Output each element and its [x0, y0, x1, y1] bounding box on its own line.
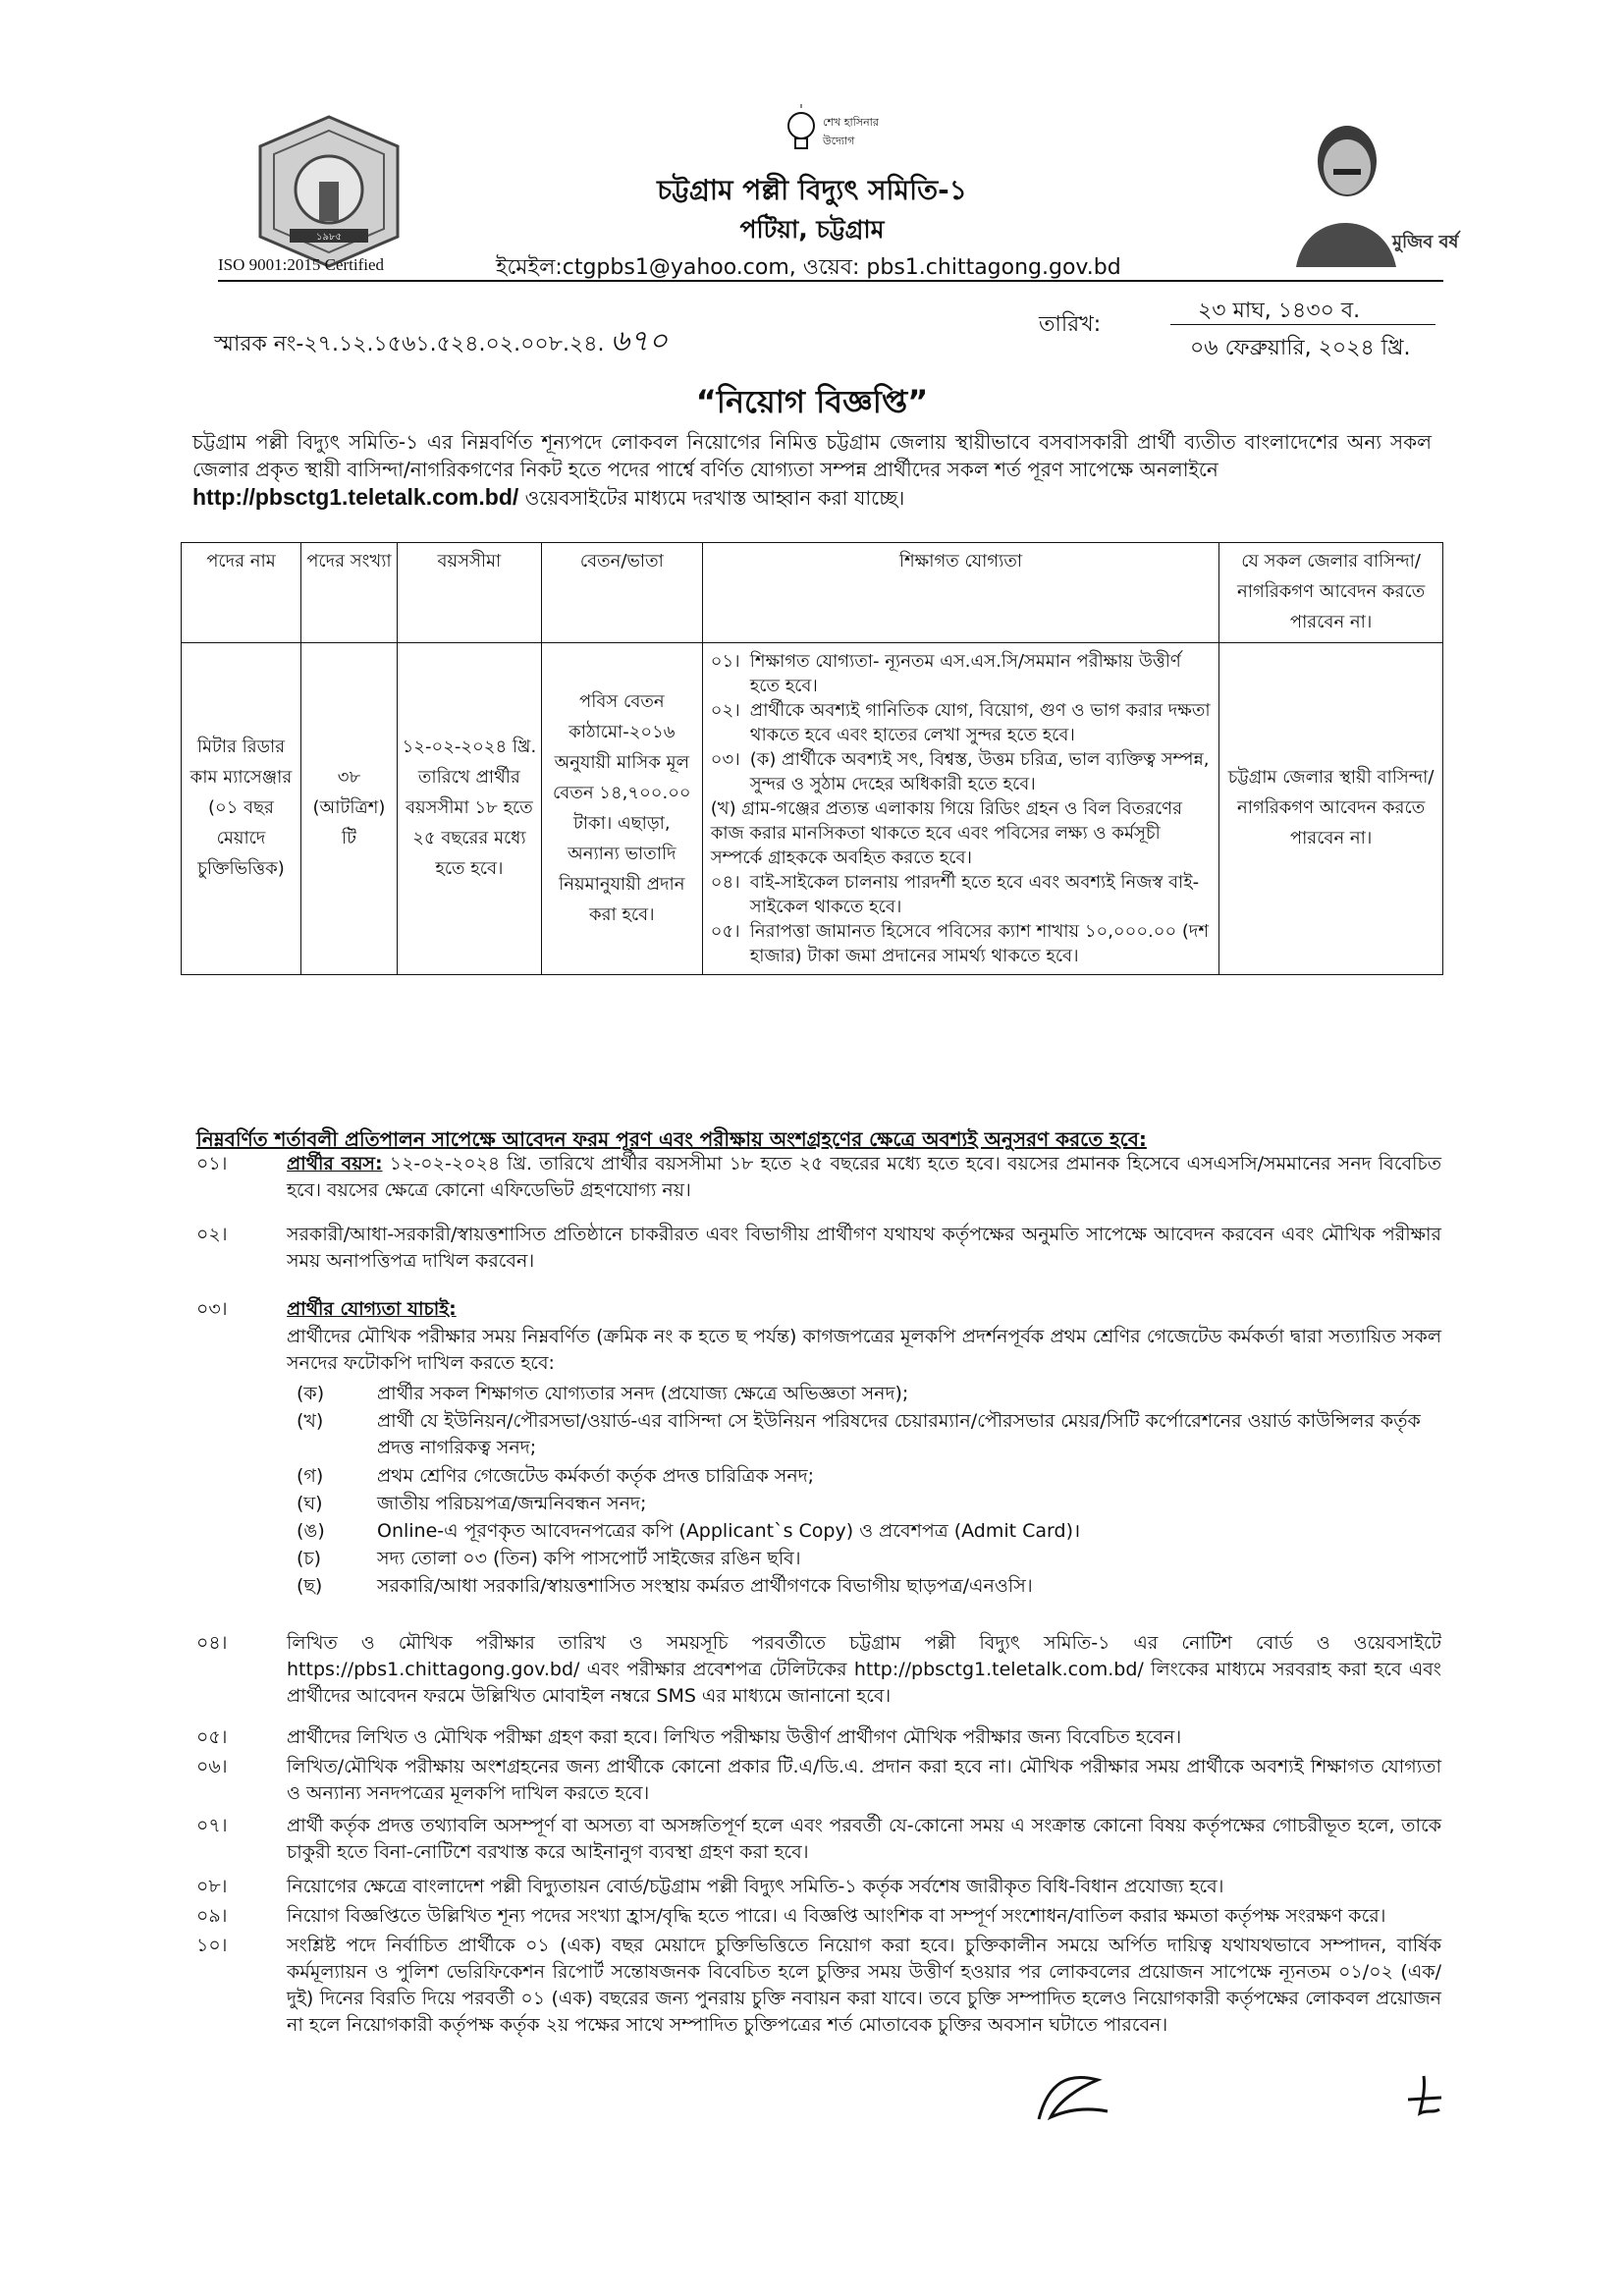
notice-title: “নিয়োগ বিজ্ঞপ্তি” — [695, 383, 929, 420]
date-bangla: ২৩ মাঘ, ১৪৩০ ব. — [1198, 299, 1361, 323]
condition-item: ০৮। নিয়োগের ক্ষেত্রে বাংলাদেশ পল্লী বিদ্যুতায়ন বোর্ড/চট্টগ্রাম পল্লী বিদ্যুৎ সমিতি-১ কর্তৃক সর্বশেষ জারীকৃত বিধি-বিধান প্রযোজ্য হবে। — [196, 1876, 1224, 1897]
header-age: বয়সসীমা — [397, 543, 541, 643]
qualification-item: ০১। শিক্ষাগত যোগ্যতা- ন্যূনতম এস.এস.সি/সমমান পরীক্ষায় উত্তীর্ণ হতে হবে। — [710, 651, 1181, 696]
qualification-subitem: (খ) গ্রাম-গঞ্জের প্রত্যন্ত এলাকায় গিয়ে রিডিং গ্রহন ও বিল বিতরণের কাজ করার মানসিকতা থাকতে হবে এবং পবিসের লক্ষ্য ও কর্মসূচী সম্পর্কে গ্রাহককে অবহিত করতে হবে। — [710, 798, 1183, 868]
table-header-row — [182, 543, 1443, 643]
bulb-logo — [782, 106, 909, 169]
intro-text: চট্টগ্রাম পল্লী বিদ্যুৎ সমিতি-১ এর নিম্নবর্ণিত শূন্যপদে লোকবল নিয়োগের নিমিত্ত চট্টগ্রাম জেলায় স্থায়ীভাবে বসবাসকারী প্রার্থী ব্যতীত বাংলাদেশের অন্য সকল জেলার প্রকৃত স্থায়ী বাসিন্দা/নাগরিকগণের নিকট হতে পদের পার্শ্বে বর্ণিত যোগ্যতা সম্পন্ন প্রার্থীদের সকল শর্ত পূরণ সাপেক্ষে অনলাইনে — [192, 430, 1432, 481]
memo-handwritten-number: ৬৭০ — [610, 324, 669, 358]
condition-item: ০৩। প্রার্থীর যোগ্যতা যাচাই: — [196, 1298, 457, 1320]
apply-url-link[interactable]: http://pbsctg1.teletalk.com.bd/ — [192, 484, 519, 510]
header-salary: বেতন/ভাতা — [541, 543, 702, 643]
bulb-icon — [782, 106, 821, 155]
org-name: চট্টগ্রাম পল্লী বিদ্যুৎ সমিতি-১ — [657, 174, 967, 206]
cell-restriction: চট্টগ্রাম জেলার স্থায়ী বাসিন্দা/নাগরিকগণ আবেদন করতে পারবেন না। — [1219, 643, 1443, 975]
condition-item: ০১। প্রার্থীর বয়স: ১২-০২-২০২৪ খ্রি. তারিখে প্রার্থীর বয়সসীমা ১৮ হতে ২৫ বছরের মধ্যে হতে হবে। বয়সের প্রমানক হিসেবে এসএসসি/সমমানের সনদ বিবেচিত হবে। বয়সের ক্ষেত্রে কোনো এফিডেভিট গ্রহণযোগ্য নয়। — [196, 1153, 1441, 1201]
mujib-logo-text: মুজিব বর্ষ — [1392, 232, 1459, 252]
cell-count: ৩৮ (আটত্রিশ) টি — [300, 643, 397, 975]
logo-year: ১৯৮৫ — [316, 232, 342, 243]
job-table — [181, 542, 1443, 975]
condition-item: ০৬। লিখিত/মৌখিক পরীক্ষায় অংশগ্রহনের জন্য প্রার্থীকে কোনো প্রকার টি.এ/ডি.এ. প্রদান করা হবে না। মৌখিক পরীক্ষার সময় প্রার্থীকে অবশ্যই শিক্ষাগত যোগ্যতা ও অন্যান্য সনদপত্রের মূলকপি দাখিল করতে হবে। — [196, 1756, 1441, 1804]
cell-age: ১২-০২-২০২৪ খ্রি. তারিখে প্রার্থীর বয়সসীমা ১৮ হতে ২৫ বছরের মধ্যে হতে হবে। — [397, 643, 541, 975]
condition-item-text: প্রার্থীদের মৌখিক পরীক্ষার সময় নিম্নবর্ণিত (ক্রমিক নং ক হতে ছ পর্যন্ত) কাগজপত্রের মূলকপি প্রদর্শনপূর্বক প্রথম শ্রেণির গেজেটেড কর্মকর্তা দ্বারা সত্যায়িত সকল সনদের ফটোকপি দাখিল করতে হবে: — [287, 1326, 1441, 1374]
iso-certification: ISO 9001:2015 Certified — [218, 255, 385, 274]
qualification-item: ০৩। (ক) প্রার্থীকে অবশ্যই সৎ, বিশ্বস্ত, উত্তম চরিত্র, ভাল ব্যক্তিত্ব সম্পন্ন, সুন্দর ও সুঠাম দেহের অধিকারী হতে হবে। — [710, 749, 1210, 794]
signature-initial-right — [1400, 2070, 1449, 2119]
condition-item: ০৪। লিখিত ও মৌখিক পরীক্ষার তারিখ ও সময়সূচি পরবর্তীতে চট্টগ্রাম পল্লী বিদ্যুৎ সমিতি-১ এর নোটিশ বোর্ড ও ওয়েবসাইটে https://pbs1.chittagong.gov.bd/ এবং পরীক্ষার প্রবেশপত্র টেলিটকের http://pbsctg1.teletalk.com.bd/ লিংকের মাধ্যমে সরবরাহ করা হবে এবং প্রার্থীদের আবেদন ফরমে উল্লিখিত মোবাইল নম্বরে SMS এর মাধ্যমে জানানো হবে। — [196, 1632, 1441, 1707]
condition-item: ০২। সরকারী/আধা-সরকারী/স্বায়ত্তশাসিত প্রতিষ্ঠানে চাকরীরত এবং বিভাগীয় প্রার্থীগণ যথাযথ কর্তৃপক্ষের অনুমতি সাপেক্ষে আবেদন করবেন এবং মৌখিক পরীক্ষার সময় অনাপত্তিপত্র দাখিল করবেন। — [196, 1224, 1441, 1272]
conditions-heading: নিম্নবর্ণিত শর্তাবলী প্রতিপালন সাপেক্ষে আবেদন ফরম পূরণ এবং পরীক্ষায় অংশগ্রহণের ক্ষেত্রে অবশ্যই অনুসরণ করতে হবে: — [196, 1127, 1147, 1151]
bulb-caption: শেখ হাসিনার উদ্যোগ — [823, 116, 879, 147]
memo-ref-label: স্মারক নং-২৭.১২.১৫৬১.৫২৪.০২.০০৮.২৪. — [214, 332, 605, 356]
cell-qualification — [702, 643, 1218, 975]
intro-paragraph — [192, 428, 1432, 512]
signature-initial-left — [1029, 2062, 1117, 2131]
date-english: ০৬ ফেব্রুয়ারি, ২০২৪ খ্রি. — [1190, 336, 1411, 360]
qualification-item: ০৪। বাই-সাইকেল চালনায় পারদর্শী হতে হবে এবং অবশ্যই নিজস্ব বাই-সাইকেল থাকতে হবে। — [710, 872, 1200, 917]
header-divider — [218, 280, 1443, 282]
header-qualification: শিক্ষাগত যোগ্যতা — [702, 543, 1218, 643]
qualification-item: ০৫। নিরাপত্তা জামানত হিসেবে পবিসের ক্যাশ শাখায় ১০,০০০.০০ (দশ হাজার) টাকা জমা প্রদানের সামর্থ্য থাকতে হবে। — [710, 921, 1210, 966]
qualification-item: ০২। প্রার্থীকে অবশ্যই গানিতিক যোগ, বিয়োগ, গুণ ও ভাগ করার দক্ষতা থাকতে হবে এবং হাতের লেখা সুন্দর হতে হবে। — [710, 700, 1211, 745]
intro-tail: ওয়েবসাইটের মাধ্যমে দরখাস্ত আহ্বান করা যাচ্ছে। — [518, 486, 905, 510]
org-contact: ইমেইল:ctgpbs1@yahoo.com, ওয়েব: pbs1.chittagong.gov.bd — [496, 255, 1121, 280]
header-post: পদের নাম — [182, 543, 301, 643]
condition-item: ০৯। নিয়োগ বিজ্ঞপ্তিতে উল্লিখিত শূন্য পদের সংখ্যা হ্রাস/বৃদ্ধি হতে পারে। এ বিজ্ঞপ্তি আংশিক বা সম্পূর্ণ সংশোধন/বাতিল করার ক্ষমতা কর্তৃপক্ষ সংরক্ষণ করে। — [196, 1905, 1386, 1927]
header-restriction: যে সকল জেলার বাসিন্দা/নাগরিকগণ আবেদন করতে পারবেন না। — [1219, 543, 1443, 643]
cell-salary: পবিস বেতন কাঠামো-২০১৬ অনুযায়ী মাসিক মূল বেতন ১৪,৭০০.০০ টাকা। এছাড়া, অন্যান্য ভাতাদি নিয়মানুযায়ী প্রদান করা হবে। — [541, 643, 702, 975]
condition-item: ০৫। প্রার্থীদের লিখিত ও মৌখিক পরীক্ষা গ্রহণ করা হবে। লিখিত পরীক্ষায় উত্তীর্ণ প্রার্থীগণ মৌখিক পরীক্ষার জন্য বিবেচিত হবেন। — [196, 1726, 1182, 1748]
date-label: তারিখ: — [1039, 312, 1102, 337]
portrait-image — [1276, 110, 1459, 267]
condition-item: ০৭। প্রার্থী কর্তৃক প্রদত্ত তথ্যাবলি অসম্পূর্ণ বা অসত্য বা অসঙ্গতিপূর্ণ হলে এবং পরবর্তী যে-কোনো সময় এ সংক্রান্ত কোনো বিষয় কর্তৃপক্ষের গোচরীভূত হলে, তাকে চাকুরী হতে বিনা-নোটিশে বরখাস্ত করে আইনানুগ ব্যবস্থা গ্রহণ করা হবে। — [196, 1815, 1441, 1863]
table-row — [182, 643, 1443, 975]
header-count: পদের সংখ্যা — [300, 543, 397, 643]
condition-item: ১০। সংশ্লিষ্ট পদে নির্বাচিত প্রার্থীকে ০১ (এক) বছর মেয়াদে চুক্তিভিত্তিতে নিয়োগ করা হবে। চুক্তিকালীন সময়ে অর্পিত দায়িত্ব যথাযথভাবে সম্পাদন, বার্ষিক কর্মমূল্যায়ন ও পুলিশ ভেরিফিকেশন রিপোর্ট সন্তোষজনক বিবেচিত হলে চুক্তির সময় উত্তীর্ণ হওয়ার পর লোকবলের প্রয়োজন সাপেক্ষে ন্যূনতম ০১/০২ (এক/দুই) দিনের বিরতি দিয়ে পরবর্তী ০১ (এক) বছরের জন্য পুনরায় চুক্তি নবায়ন করা যাবে। তবে চুক্তি সম্পাদিত হলেও নিয়োগকারী কর্তৃপক্ষের লোকবল প্রয়োজন না হলে নিয়োগকারী কর্তৃপক্ষ কর্তৃক ২য় পক্ষের সাথে সম্পাদিত চুক্তিপত্রের শর্ত মোতাবেক চুক্তির অবসান ঘটাতে পারবেন। — [196, 1935, 1441, 2036]
date-divider — [1170, 324, 1435, 325]
memo-ref — [214, 317, 668, 367]
cell-post: মিটার রিডার কাম ম্যাসেঞ্জার (০১ বছর মেয়াদে চুক্তিভিত্তিক) — [182, 643, 301, 975]
org-place: পটিয়া, চট্টগ্রাম — [739, 215, 885, 244]
